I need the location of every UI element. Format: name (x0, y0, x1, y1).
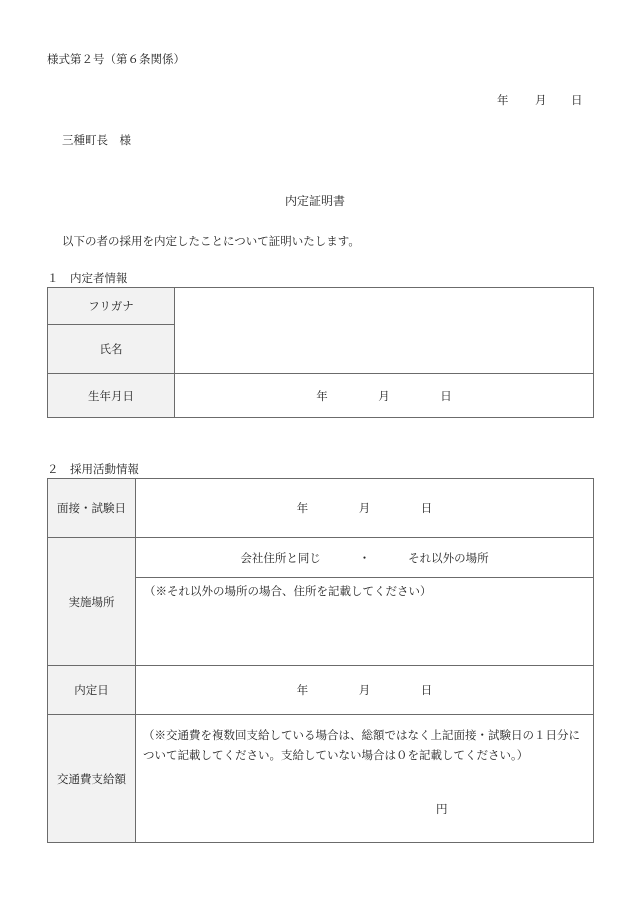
form-number: 様式第２号（第６条関係） (47, 52, 185, 66)
recruitment-info-table (47, 478, 594, 843)
birthdate-field[interactable] (175, 374, 594, 418)
location-label: 実施場所 (48, 538, 136, 666)
fare-field[interactable] (136, 715, 594, 843)
offer-day: 日 (420, 683, 433, 697)
location-choice[interactable] (136, 538, 594, 578)
name-field[interactable] (175, 288, 594, 374)
interview-date-field[interactable] (136, 479, 594, 538)
addressee: 三種町長 様 (62, 133, 131, 147)
offer-date-field[interactable] (136, 666, 594, 715)
section2-heading: ２ 採用活動情報 (47, 462, 139, 476)
interview-year: 年 (296, 501, 309, 515)
offer-year: 年 (296, 683, 309, 697)
document-title: 内定証明書 (284, 194, 345, 208)
location-note: （※それ以外の場所の場合、住所を記載してください） (144, 584, 432, 598)
offer-date-label: 内定日 (48, 666, 136, 715)
intro-text: 以下の者の採用を内定したことについて証明いたします。 (62, 234, 360, 248)
issue-date-month: 月 (535, 93, 547, 107)
issue-date-day: 日 (571, 93, 583, 107)
candidate-info-table (47, 287, 594, 418)
name-label: 氏名 (48, 325, 175, 374)
interview-day: 日 (420, 501, 433, 515)
birthdate-day: 日 (440, 388, 452, 403)
location-address-field[interactable] (136, 578, 594, 666)
fare-note: （※交通費を複数回支給している場合は、総額ではなく上記面接・試験日の１日分について記載してください。支給していない場合は０を記載してください。） (143, 728, 580, 762)
birthdate-year: 年 (316, 388, 328, 403)
birthdate-label: 生年月日 (48, 374, 175, 418)
location-separator: ・ (358, 550, 371, 565)
location-option-other[interactable]: それ以外の場所 (408, 550, 489, 565)
location-option-same[interactable]: 会社住所と同じ (240, 550, 321, 565)
fare-unit: 円 (436, 802, 448, 816)
offer-month: 月 (358, 683, 371, 697)
fare-label: 交通費支給額 (48, 715, 136, 843)
interview-month: 月 (358, 501, 371, 515)
section1-heading: １ 内定者情報 (47, 271, 128, 285)
furigana-label: フリガナ (48, 288, 175, 325)
interview-date-label: 面接・試験日 (48, 479, 136, 538)
birthdate-month: 月 (378, 388, 390, 403)
issue-date-year: 年 (497, 93, 509, 107)
